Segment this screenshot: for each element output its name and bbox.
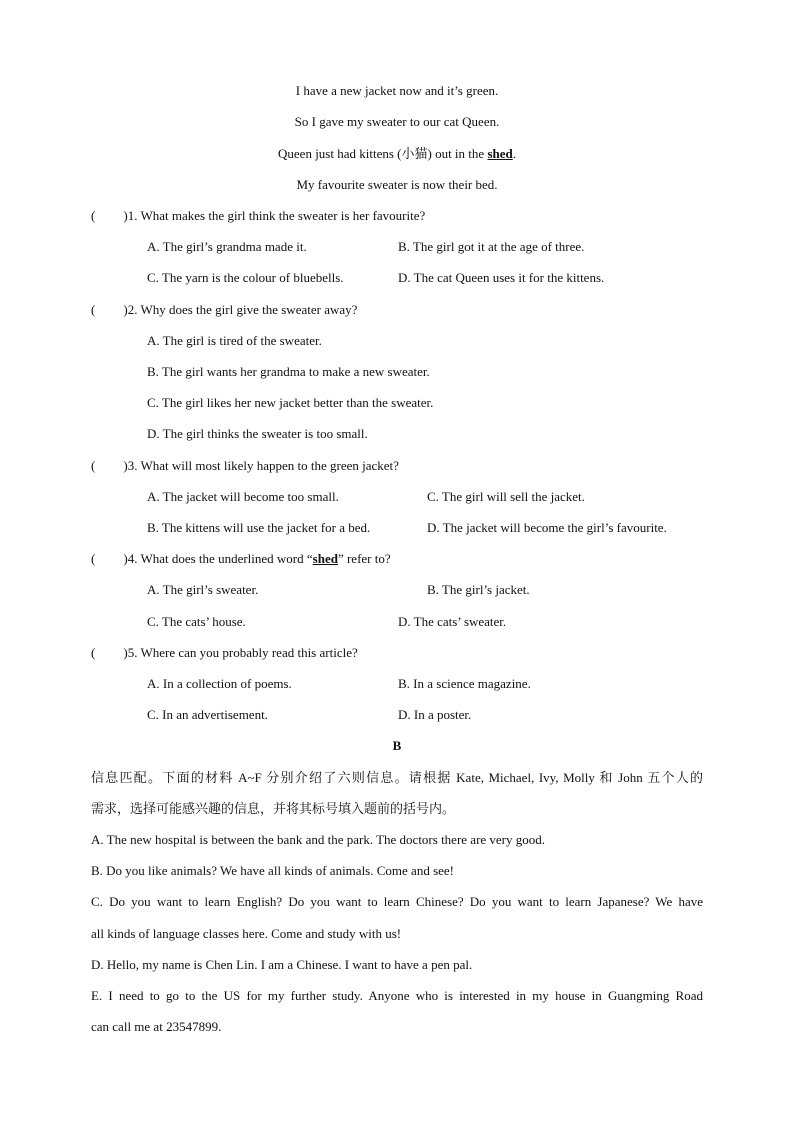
option-b: B. In a science magazine.	[398, 676, 531, 691]
option-a: A. In a collection of poems.	[147, 676, 292, 691]
material-c-continued: all kinds of language classes here. Come and study with us!	[91, 926, 402, 941]
answer-bracket-close: )	[123, 458, 128, 473]
option-b: B. The girl got it at the age of three.	[398, 239, 585, 254]
poem-line-3	[0, 146, 794, 162]
option-a: A. The jacket will become too small.	[147, 489, 339, 504]
instructions-line-2: 需求，选择可能感兴趣的信息，并将其标号填入题前的括号内。	[91, 801, 456, 816]
option-b: B. The kittens will use the jacket for a bed.	[147, 520, 371, 535]
option-a: A. The girl’s grandma made it.	[147, 239, 307, 254]
option-a: A. The girl’s sweater.	[147, 582, 259, 597]
answer-bracket-open: (	[91, 208, 96, 223]
option-a: A. The girl is tired of the sweater.	[147, 333, 322, 348]
poem-line-4: My favourite sweater is now their bed.	[296, 177, 498, 192]
answer-bracket-close: )	[123, 551, 128, 566]
answer-bracket-open: (	[91, 302, 96, 317]
section-heading: B	[392, 738, 402, 753]
question-stem: 5. Where can you probably read this article?	[127, 645, 358, 660]
answer-bracket-close: )	[123, 302, 128, 317]
question-stem: 4. What does the underlined word “	[127, 551, 313, 566]
question-5	[91, 645, 358, 661]
option-c: C. The girl will sell the jacket.	[427, 489, 585, 504]
option-d: D. In a poster.	[398, 707, 472, 722]
question-stem: 1. What makes the girl think the sweater is her favourite?	[127, 208, 426, 223]
material-c: C. Do you want to learn English? Do you want to learn Chinese? Do you want to learn Japanese? We have	[91, 894, 703, 909]
option-c: C. In an advertisement.	[147, 707, 268, 722]
option-b: B. The girl’s jacket.	[427, 582, 530, 597]
option-d: D. The cats’ sweater.	[398, 614, 507, 629]
question-stem: 3. What will most likely happen to the green jacket?	[127, 458, 399, 473]
answer-bracket-open: (	[91, 458, 96, 473]
question-1	[91, 208, 425, 224]
poem-line-2: So I gave my sweater to our cat Queen.	[294, 114, 500, 129]
answer-bracket-close: )	[123, 645, 128, 660]
underlined-word-shed: shed	[487, 146, 513, 161]
poem-line-3-end: .	[512, 146, 516, 161]
option-d: D. The jacket will become the girl’s favourite.	[427, 520, 667, 535]
material-e-continued: can call me at 23547899.	[91, 1019, 222, 1034]
poem-line-3-text: Queen just had kittens (小猫) out in the	[278, 146, 488, 161]
option-c: C. The yarn is the colour of bluebells.	[147, 270, 344, 285]
question-stem: 2. Why does the girl give the sweater away?	[127, 302, 358, 317]
instructions-line-1: 信息匹配。下面的材料 A~F 分别介绍了六则信息。请根据 Kate, Michael, Ivy, Molly 和 John 五个人的	[91, 770, 703, 785]
option-c: C. The girl likes her new jacket better than the sweater.	[147, 395, 434, 410]
question-2	[91, 302, 357, 318]
question-4	[91, 551, 391, 567]
answer-bracket-close: )	[123, 208, 128, 223]
underlined-word-shed: shed	[312, 551, 338, 566]
poem-line-1: I have a new jacket now and it’s green.	[295, 83, 499, 98]
material-d: D. Hello, my name is Chen Lin. I am a Chinese. I want to have a pen pal.	[91, 957, 473, 972]
option-c: C. The cats’ house.	[147, 614, 246, 629]
answer-bracket-open: (	[91, 645, 96, 660]
question-stem-end: ” refer to?	[337, 551, 391, 566]
material-a: A. The new hospital is between the bank and the park. The doctors there are very good.	[91, 832, 546, 847]
material-b: B. Do you like animals? We have all kinds of animals. Come and see!	[91, 863, 454, 878]
option-b: B. The girl wants her grandma to make a new sweater.	[147, 364, 430, 379]
question-3	[91, 458, 399, 474]
answer-bracket-open: (	[91, 551, 96, 566]
material-e: E. I need to go to the US for my further study. Anyone who is interested in my house in Guangming Road	[91, 988, 703, 1003]
option-d: D. The girl thinks the sweater is too small.	[147, 426, 368, 441]
option-d: D. The cat Queen uses it for the kittens.	[398, 270, 605, 285]
